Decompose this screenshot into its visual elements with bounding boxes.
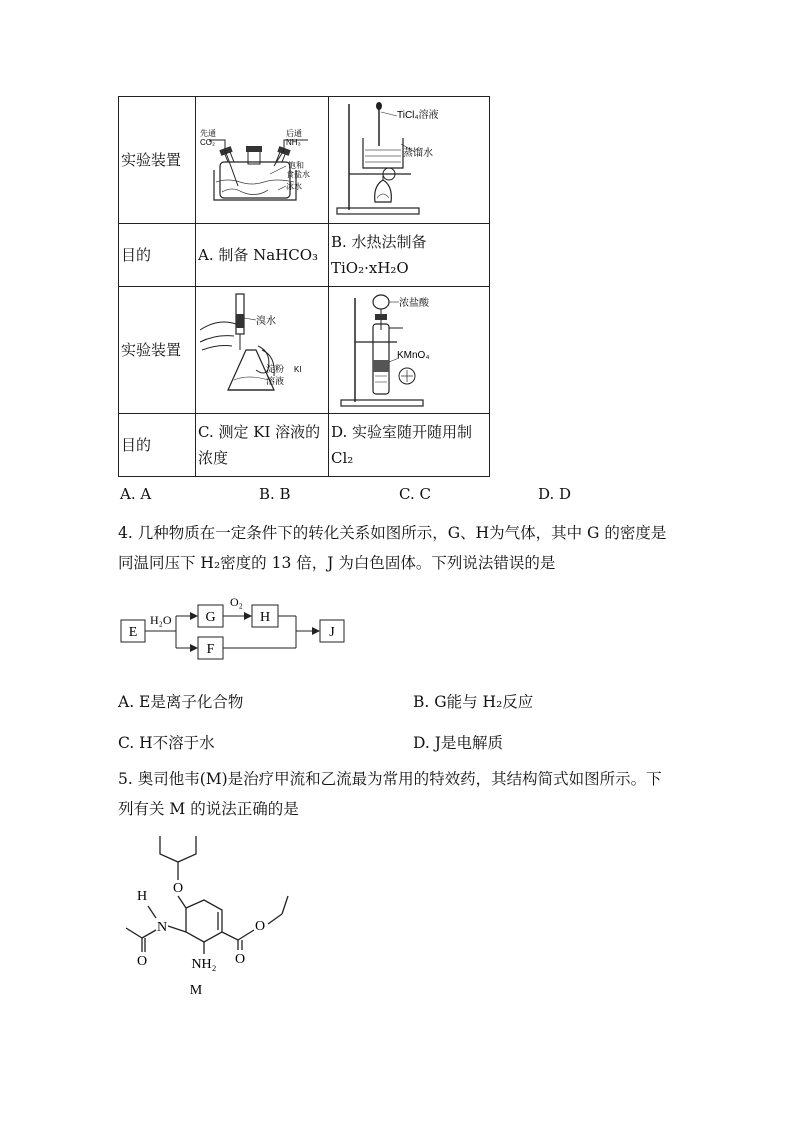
label-ki: KI (294, 365, 302, 374)
apparatus-d-cell (329, 287, 490, 414)
q5-line2: 列有关 M 的说法正确的是 (118, 800, 299, 818)
q3-option-a[interactable]: A. A (120, 485, 152, 503)
q3-option-c[interactable]: C. C (399, 485, 431, 503)
label-solution: 溶液 (266, 376, 285, 386)
label-h2o: H₂O (150, 613, 172, 627)
purpose-c-line1: C. 测定 KI 溶液的 (198, 423, 321, 441)
atom-nh2: NH₂ (191, 957, 217, 972)
apparatus-a-cell (196, 97, 329, 224)
label-co2-first: 先通 (200, 129, 216, 138)
label-e: E (128, 625, 138, 640)
label-ticl4: TiCl₄溶液 (397, 110, 439, 121)
purpose-c (196, 414, 329, 477)
label-brine: 食盐水 (286, 170, 310, 179)
table-row (119, 414, 490, 477)
label-distilled-water: 蒸馏水 (403, 148, 433, 159)
atom-h: H (136, 889, 148, 904)
q3-option-d[interactable]: D. D (538, 485, 572, 503)
purpose-d-line1: D. 实验室随开随用制 (331, 423, 473, 441)
atom-o-ester: O (254, 919, 266, 934)
label-g: G (205, 610, 216, 625)
label-o2: O₂ (230, 595, 243, 609)
purpose-b-line1: B. 水热法制备 (331, 233, 427, 251)
q4-option-a[interactable]: A. E是离子化合物 (118, 693, 244, 711)
purpose-b (329, 224, 490, 287)
q4-option-b[interactable]: B. G能与 H₂反应 (413, 693, 534, 711)
label-co2-formula: CO₂ (200, 138, 216, 147)
label-h: H (259, 610, 271, 625)
table-row (119, 224, 490, 287)
apparatus-c-figure (198, 290, 322, 410)
label-starch: 淀粉 (266, 364, 285, 374)
label-j: J (329, 625, 335, 640)
atom-o-carbonyl: O (234, 952, 246, 967)
atom-o-ether: O (172, 881, 184, 896)
q4-conversion-diagram (118, 590, 358, 662)
q4-option-d[interactable]: D. J是电解质 (413, 734, 503, 752)
purpose-a: A. 制备 NaHCO₃ (196, 224, 329, 287)
atom-o-amide: O (136, 954, 148, 969)
experiment-table (118, 96, 490, 477)
oseltamivir-structure (118, 832, 328, 1000)
row-label-device: 实验装置 (119, 97, 196, 224)
apparatus-d-figure (331, 290, 487, 410)
q4-line2: 同温同压下 H₂密度的 13 倍，J 为白色固体。下列说法错误的是 (118, 554, 556, 572)
purpose-d (329, 414, 490, 477)
apparatus-b-cell (329, 97, 490, 224)
label-saturated: 饱和 (288, 161, 304, 170)
q5-stem (118, 764, 678, 824)
purpose-c-line2: 浓度 (198, 449, 229, 467)
q5-line1: 5. 奥司他韦(M)是治疗甲流和乙流最为常用的特效药，其结构简式如图所示。下 (118, 770, 662, 788)
structure-label-m: M (189, 983, 203, 998)
purpose-b-line2: TiO₂·xH₂O (331, 259, 409, 277)
apparatus-b-figure (331, 100, 487, 220)
q4-line1: 4. 几种物质在一定条件下的转化关系如图所示，G、H为气体，其中 G 的密度是 (118, 524, 667, 542)
label-nh3-after: 后通 (286, 129, 302, 138)
label-ice-water: 冰水 (286, 182, 302, 191)
purpose-d-line2: Cl₂ (331, 449, 354, 467)
row-label-device: 实验装置 (119, 287, 196, 414)
row-label-purpose: 目的 (119, 224, 196, 287)
label-kmno4: KMnO₄ (397, 350, 430, 361)
label-conc-hcl: 浓盐酸 (399, 298, 429, 309)
apparatus-a-figure (198, 100, 322, 220)
label-nh3-formula: NH₃ (286, 138, 301, 147)
label-bromine-water: 溴水 (256, 316, 276, 327)
q4-stem (118, 518, 678, 578)
table-row (119, 287, 490, 414)
q4-option-c[interactable]: C. H不溶于水 (118, 734, 215, 752)
row-label-purpose: 目的 (119, 414, 196, 477)
table-row (119, 97, 490, 224)
q3-option-b[interactable]: B. B (259, 485, 291, 503)
apparatus-c-cell (196, 287, 329, 414)
label-f: F (206, 642, 215, 657)
atom-n: N (156, 920, 168, 935)
